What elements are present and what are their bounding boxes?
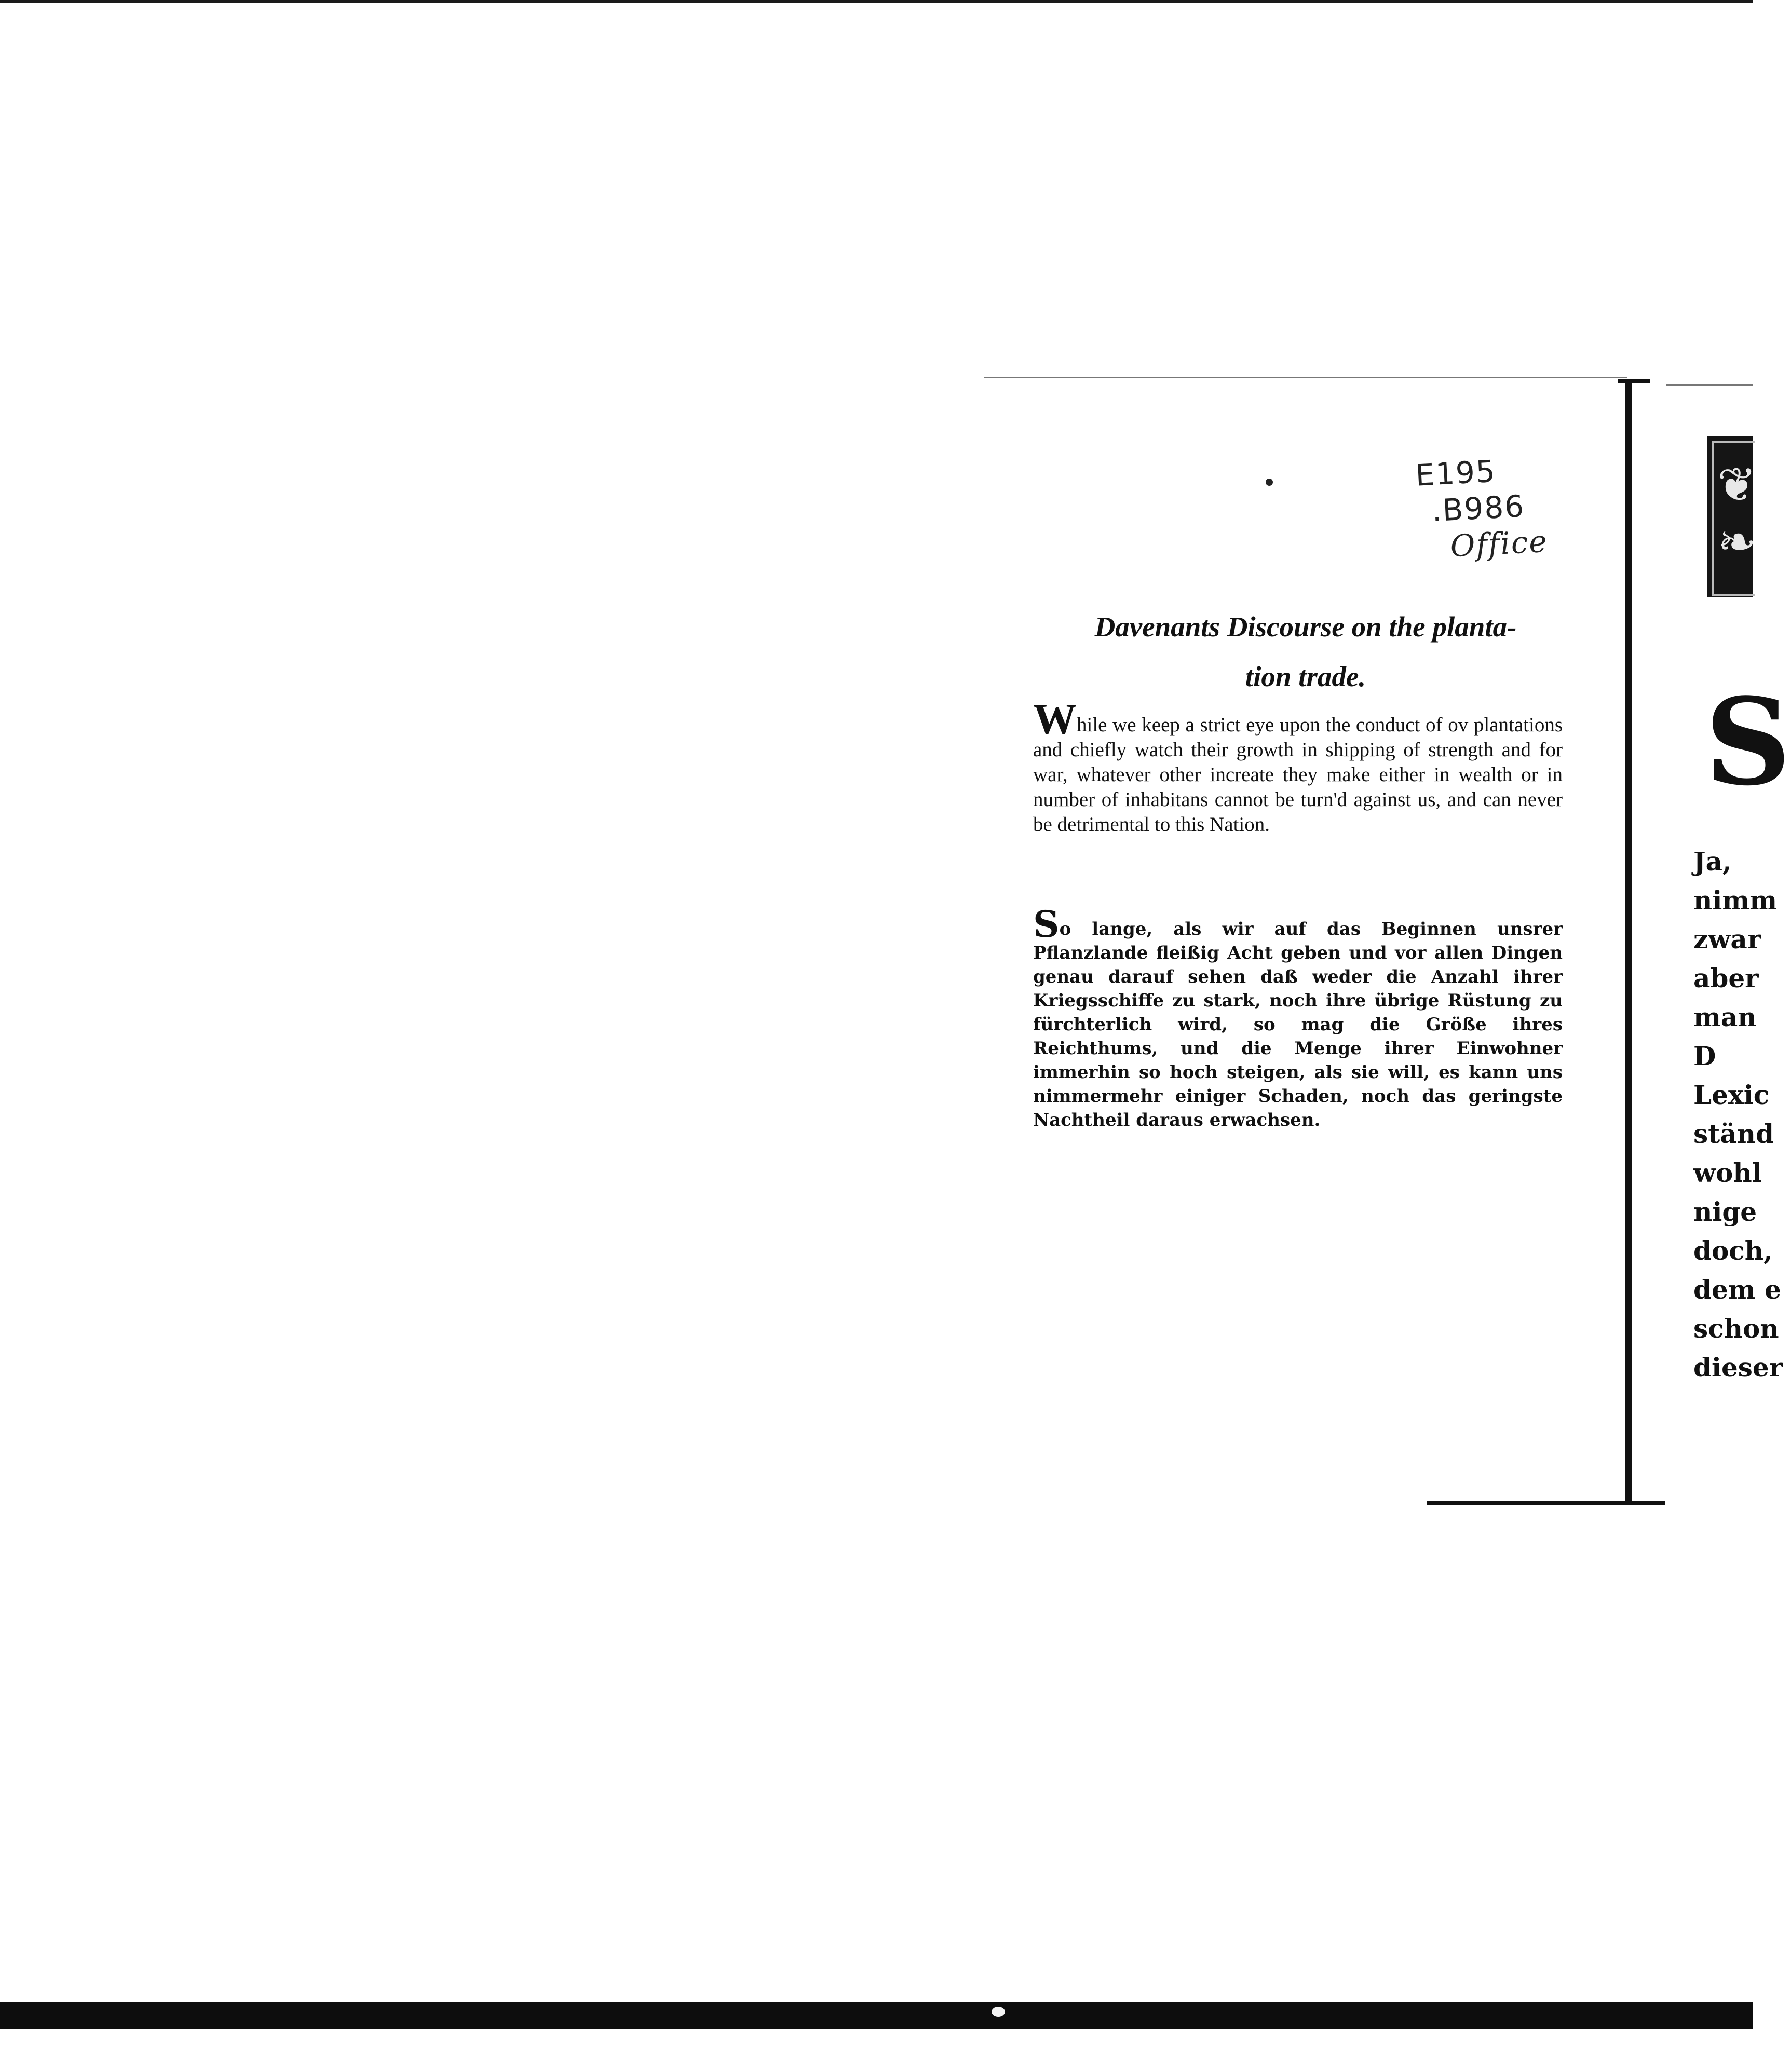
right-line: man [1693,1002,1757,1032]
call-number-line: Office [1449,523,1549,564]
scan-top-edge [0,0,1753,3]
call-number-line: E195 [1414,453,1497,493]
ornament-icon: ❦ ❧ [1717,458,1757,569]
right-page-top-edge [1666,384,1753,386]
right-page-drop-initial: S [1705,672,1791,812]
german-text: o lange, als wir auf das Beginnen unsrer Pflanzlande fleißig Acht geben und vor allen Dingen genau darauf sehen daß weder die Anzahl ihrer Kriegsschiffe zu stark, noch ihre übrige Rüstung zu fürchterlich wird, so mag die Größe ihres Reichthums, und die Menge ihrer Einwohner immerhin so hoch steigen, als sie will, es kann uns nimmermehr einiger Schaden, noch das geringste Nachtheil daraus erwachsen. [1033,919,1563,1130]
fold-top-cap [1618,379,1650,383]
page-fold-line [1625,379,1632,1505]
english-initial: W [1033,695,1077,743]
ink-spot [1266,479,1273,486]
german-paragraph [1033,903,1563,1132]
right-line: ständ [1693,1119,1774,1149]
german-initial: S [1033,903,1060,946]
handwritten-call-number [1415,448,1592,566]
right-line: dieser [1693,1352,1783,1383]
english-text: hile we keep a strict eye upon the conduct of ov plantations and chiefly watch their growth in shipping of strength and for war, whatever other increate they make either in wealth or in number of inhabitans cannot be turn'd against us, and can never be detrimental to this Nation. [1033,714,1563,836]
call-number-line: .B986 [1431,488,1526,529]
right-line: zwar [1693,924,1761,955]
english-paragraph [1033,695,1563,837]
title-line: Davenants Discourse on the planta- [1094,611,1517,643]
right-line: schon [1693,1313,1779,1344]
right-line: dem e [1693,1274,1781,1305]
right-line: nige [1693,1196,1757,1227]
fold-bottom-rule [1427,1501,1665,1505]
right-line: nimm [1693,885,1778,916]
right-page-text-column [1693,842,1783,1387]
right-line: wohl [1693,1157,1762,1188]
scan-speck [992,2007,1005,2017]
right-line: Ja, [1693,846,1732,877]
page-top-edge [984,377,1627,378]
right-line: Lexic [1693,1080,1770,1110]
right-line: aber [1693,963,1759,993]
right-line: doch, [1693,1235,1773,1266]
page-title [1033,602,1578,702]
scan-bottom-border [0,2002,1753,2029]
title-line: tion trade. [1245,661,1366,692]
right-line: D [1693,1041,1716,1071]
